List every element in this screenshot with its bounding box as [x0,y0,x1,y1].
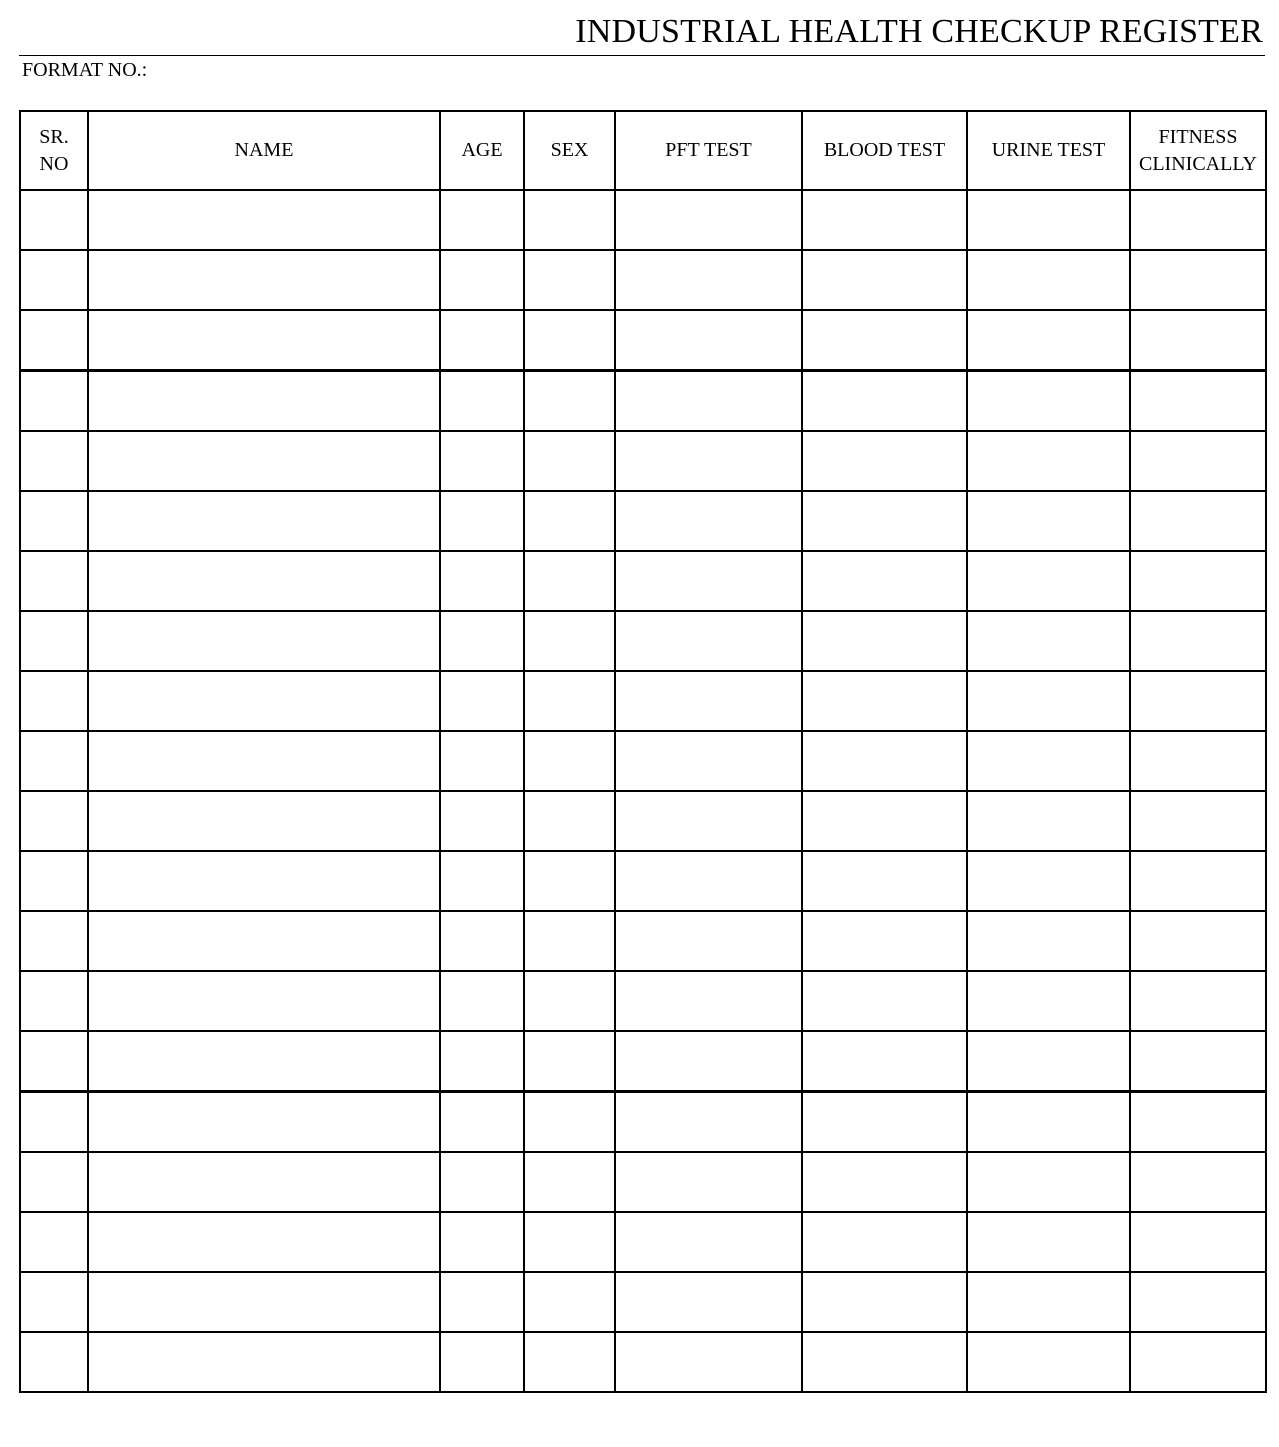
table-cell [802,1152,967,1212]
health-checkup-table [19,110,1267,1393]
table-cell [88,491,440,551]
table-cell [1130,851,1266,911]
table-cell [440,250,524,310]
table-cell [967,971,1130,1031]
table-cell [967,1152,1130,1212]
column-header-sr-no: SR. NO [20,111,88,190]
table-cell [524,1031,615,1092]
table-cell [88,1152,440,1212]
table-cell [1130,551,1266,611]
table-cell [20,911,88,971]
table-cell [967,911,1130,971]
table-cell [524,1332,615,1392]
table-cell [1130,1152,1266,1212]
table-cell [802,491,967,551]
table-cell [524,1152,615,1212]
table-cell [20,611,88,671]
table-cell [440,851,524,911]
table-cell [615,1212,802,1272]
table-cell [967,851,1130,911]
table-cell [802,971,967,1031]
table-cell [615,250,802,310]
table-cell [88,431,440,491]
table-cell [88,851,440,911]
table-row [20,551,1266,611]
table-body [20,190,1266,1392]
table-row [20,611,1266,671]
table-cell [88,1332,440,1392]
table-cell [88,1212,440,1272]
table-cell [967,1031,1130,1092]
table-cell [440,431,524,491]
table-cell [440,1092,524,1153]
table-cell [615,1272,802,1332]
table-cell [88,611,440,671]
table-cell [524,851,615,911]
table-cell [524,190,615,250]
table-cell [615,491,802,551]
table-cell [20,371,88,432]
table-cell [88,371,440,432]
table-cell [967,190,1130,250]
table-row [20,971,1266,1031]
table-cell [440,1332,524,1392]
table-cell [802,1212,967,1272]
table-cell [20,551,88,611]
table-cell [1130,310,1266,371]
table-cell [524,671,615,731]
table-cell [524,1092,615,1153]
table-row [20,1272,1266,1332]
table-cell [20,1212,88,1272]
table-cell [1130,731,1266,791]
table-cell [88,971,440,1031]
table-cell [440,371,524,432]
table-cell [524,371,615,432]
table-cell [88,1031,440,1092]
column-header-fitness-clinically: FITNESS CLINICALLY [1130,111,1266,190]
table-cell [524,1212,615,1272]
table-cell [615,1332,802,1392]
table-row [20,911,1266,971]
table-cell [615,190,802,250]
table-cell [967,371,1130,432]
table-cell [88,791,440,851]
table-cell [615,310,802,371]
column-header-age: AGE [440,111,524,190]
table-cell [615,371,802,432]
table-cell [615,731,802,791]
table-cell [802,791,967,851]
table-cell [1130,971,1266,1031]
table-cell [440,1152,524,1212]
table-cell [802,310,967,371]
table-cell [1130,431,1266,491]
table-cell [88,551,440,611]
table-cell [967,1212,1130,1272]
table-cell [967,1272,1130,1332]
table-cell [1130,1031,1266,1092]
table-cell [802,431,967,491]
table-cell [440,190,524,250]
table-cell [440,911,524,971]
column-header-pft-test: PFT TEST [615,111,802,190]
table-cell [615,431,802,491]
table-row [20,491,1266,551]
table-cell [1130,911,1266,971]
table-row [20,1332,1266,1392]
table-cell [524,791,615,851]
table-cell [802,1332,967,1392]
table-cell [524,911,615,971]
table-row [20,1152,1266,1212]
table-header-row [20,111,1266,190]
table-cell [802,190,967,250]
table-cell [440,731,524,791]
table-cell [524,491,615,551]
table-cell [1130,1332,1266,1392]
table-cell [802,551,967,611]
table-cell [967,671,1130,731]
table-cell [524,551,615,611]
table-row [20,250,1266,310]
table-cell [615,1092,802,1153]
table-cell [440,791,524,851]
table-row [20,431,1266,491]
table-cell [20,671,88,731]
table-cell [615,551,802,611]
title-underline [19,55,1265,56]
table-cell [20,851,88,911]
table-cell [1130,791,1266,851]
table-cell [440,310,524,371]
table-cell [615,1152,802,1212]
table-cell [1130,1092,1266,1153]
table-cell [802,851,967,911]
table-cell [524,971,615,1031]
table-cell [20,1092,88,1153]
table-row [20,671,1266,731]
table-cell [524,731,615,791]
table-cell [615,611,802,671]
column-header-blood-test: BLOOD TEST [802,111,967,190]
table-cell [967,310,1130,371]
table-cell [20,971,88,1031]
column-header-name: NAME [88,111,440,190]
table-cell [802,611,967,671]
table-row [20,1092,1266,1153]
table-cell [967,791,1130,851]
table-cell [802,1092,967,1153]
table-cell [20,431,88,491]
table-cell [615,851,802,911]
table-cell [967,250,1130,310]
table-cell [1130,671,1266,731]
table-cell [440,1031,524,1092]
table-cell [20,310,88,371]
table-cell [802,250,967,310]
table-cell [88,731,440,791]
table-cell [967,1092,1130,1153]
table-cell [20,731,88,791]
table-cell [20,1152,88,1212]
table-cell [1130,190,1266,250]
table-cell [1130,1272,1266,1332]
table-cell [88,190,440,250]
table-cell [615,1031,802,1092]
table-cell [615,971,802,1031]
table-cell [440,671,524,731]
table-cell [440,491,524,551]
table-cell [88,1272,440,1332]
table-cell [440,611,524,671]
table-cell [20,1272,88,1332]
table-cell [88,911,440,971]
table-cell [88,310,440,371]
table-row [20,731,1266,791]
table-cell [967,611,1130,671]
table-cell [88,250,440,310]
table-cell [440,551,524,611]
table-row [20,190,1266,250]
table-cell [20,1031,88,1092]
table-cell [615,911,802,971]
table-cell [1130,250,1266,310]
table-cell [615,791,802,851]
format-number-label: FORMAT NO.: [22,59,148,81]
page-title: INDUSTRIAL HEALTH CHECKUP REGISTER [575,13,1263,50]
table-cell [1130,371,1266,432]
table-cell [1130,1212,1266,1272]
table-cell [967,1332,1130,1392]
table-cell [802,731,967,791]
table-cell [802,911,967,971]
table-cell [524,310,615,371]
table-cell [440,971,524,1031]
table-cell [524,431,615,491]
table-cell [20,1332,88,1392]
table-cell [802,671,967,731]
table-cell [802,1031,967,1092]
table-row [20,1212,1266,1272]
table-cell [440,1212,524,1272]
table-cell [1130,611,1266,671]
table-cell [20,250,88,310]
table-cell [88,671,440,731]
column-header-sex: SEX [524,111,615,190]
table-cell [524,250,615,310]
table-row [20,310,1266,371]
column-header-urine-test: URINE TEST [967,111,1130,190]
table-cell [88,1092,440,1153]
table-cell [440,1272,524,1332]
table-cell [802,371,967,432]
table-cell [524,1272,615,1332]
table-row [20,371,1266,432]
table-cell [20,190,88,250]
table-row [20,791,1266,851]
table-cell [20,791,88,851]
table-cell [967,431,1130,491]
table-cell [615,671,802,731]
table-cell [802,1272,967,1332]
table-cell [967,731,1130,791]
table-cell [1130,491,1266,551]
table-cell [20,491,88,551]
table-cell [967,551,1130,611]
table-row [20,851,1266,911]
table-row [20,1031,1266,1092]
table-cell [524,611,615,671]
table-cell [967,491,1130,551]
